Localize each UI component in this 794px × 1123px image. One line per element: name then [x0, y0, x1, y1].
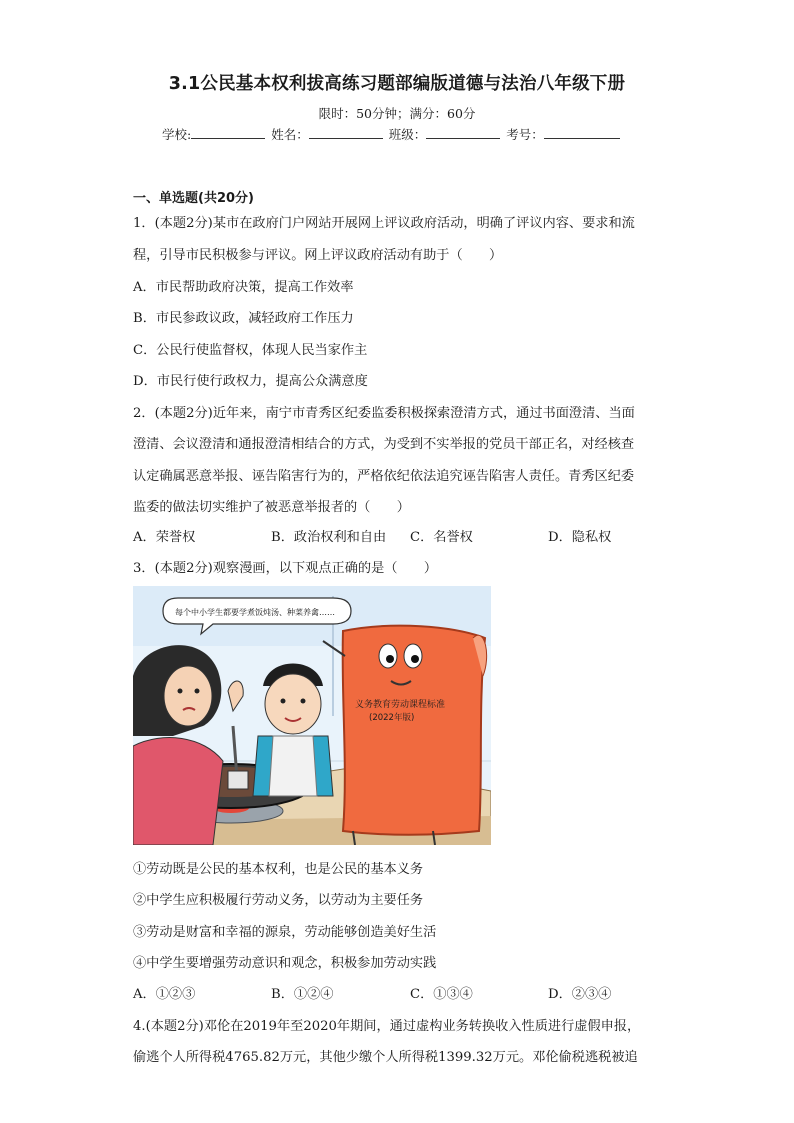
question-2-option-b[interactable]: B．政治权利和自由 [271, 530, 387, 545]
question-2-line-2: 澄清、会议澄清和通报澄清相结合的方式，为受到不实举报的党员干部正名，对经核查 [133, 437, 635, 452]
labor-education-cartoon [133, 586, 491, 845]
question-2-option-a[interactable]: A．荣誉权 [133, 530, 196, 545]
question-1-option-c[interactable]: C．公民行使监督权，体现人民当家作主 [133, 343, 368, 358]
speech-bubble-text: 每个中小学生都要学煮饭炖汤、种菜养禽…… [175, 608, 335, 617]
question-1-option-a[interactable]: A．市民帮助政府决策，提高工作效率 [133, 280, 354, 295]
question-4-line-1: 4.(本题2分)邓伦在2019年至2020年期间，通过虚构业务转换收入性质进行虚假申报， [133, 1019, 641, 1034]
question-3-option-c[interactable]: C．①③④ [410, 987, 473, 1002]
class-label: 班级： [388, 127, 427, 142]
question-3-statement-2: ②中学生应积极履行劳动义务，以劳动为主要任务 [133, 893, 424, 908]
question-3-statement-1: ①劳动既是公民的基本权利，也是公民的基本义务 [133, 862, 424, 877]
question-1-line-1: 1．(本题2分)某市在政府门户网站开展网上评议政府活动，明确了评议内容、要求和流 [133, 216, 635, 231]
question-2-option-c[interactable]: C．名誉权 [410, 530, 473, 545]
page-title: 3.1公民基本权利拔高练习题部编版道德与法治八年级下册 [168, 74, 626, 94]
exam-number-label: 考号： [506, 127, 544, 142]
school-label: 学校: [162, 127, 192, 142]
name-label: 姓名： [271, 127, 309, 142]
poster-title: 义务教育劳动课程标准 [355, 700, 446, 710]
question-3-line-1: 3．(本题2分)观察漫画，以下观点正确的是（ ） [133, 561, 438, 576]
question-3-statement-4: ④中学生要增强劳动意识和观念，积极参加劳动实践 [133, 956, 437, 971]
school-blank[interactable] [191, 126, 265, 139]
section-title: 一、单选题(共20分) [133, 191, 254, 206]
question-2-line-1: 2．(本题2分)近年来，南宁市青秀区纪委监委积极探索澄清方式，通过书面澄清、当面 [133, 406, 635, 421]
time-score-info: 限时：50分钟；满分：60分 [318, 106, 476, 121]
question-2-line-4: 监委的做法切实维护了被恶意举报者的（ ） [133, 500, 410, 515]
poster-year: (2022年版) [369, 713, 415, 723]
question-3-option-b[interactable]: B．①②④ [271, 987, 334, 1002]
question-3-option-d[interactable]: D．②③④ [548, 987, 612, 1002]
question-3-option-a[interactable]: A．①②③ [133, 987, 196, 1002]
name-blank[interactable] [309, 126, 383, 139]
question-1-option-d[interactable]: D．市民行使行政权力，提高公众满意度 [133, 374, 368, 389]
question-1-line-2: 程，引导市民积极参与评议。网上评议政府活动有助于（ ） [133, 248, 503, 263]
question-1-option-b[interactable]: B．市民参政议政，减轻政府工作压力 [133, 311, 354, 326]
student-info-line [162, 125, 622, 143]
exam-number-blank[interactable] [544, 126, 620, 139]
class-blank[interactable] [426, 126, 500, 139]
question-3-statement-3: ③劳动是财富和幸福的源泉，劳动能够创造美好生活 [133, 925, 437, 940]
question-2-option-d[interactable]: D．隐私权 [548, 530, 612, 545]
question-4-line-2: 偷逃个人所得税4765.82万元，其他少缴个人所得税1399.32万元。邓伦偷税逃税被追 [133, 1050, 638, 1065]
question-2-line-3: 认定确属恶意举报、诬告陷害行为的，严格依纪依法追究诬告陷害人责任。青秀区纪委 [133, 469, 635, 484]
